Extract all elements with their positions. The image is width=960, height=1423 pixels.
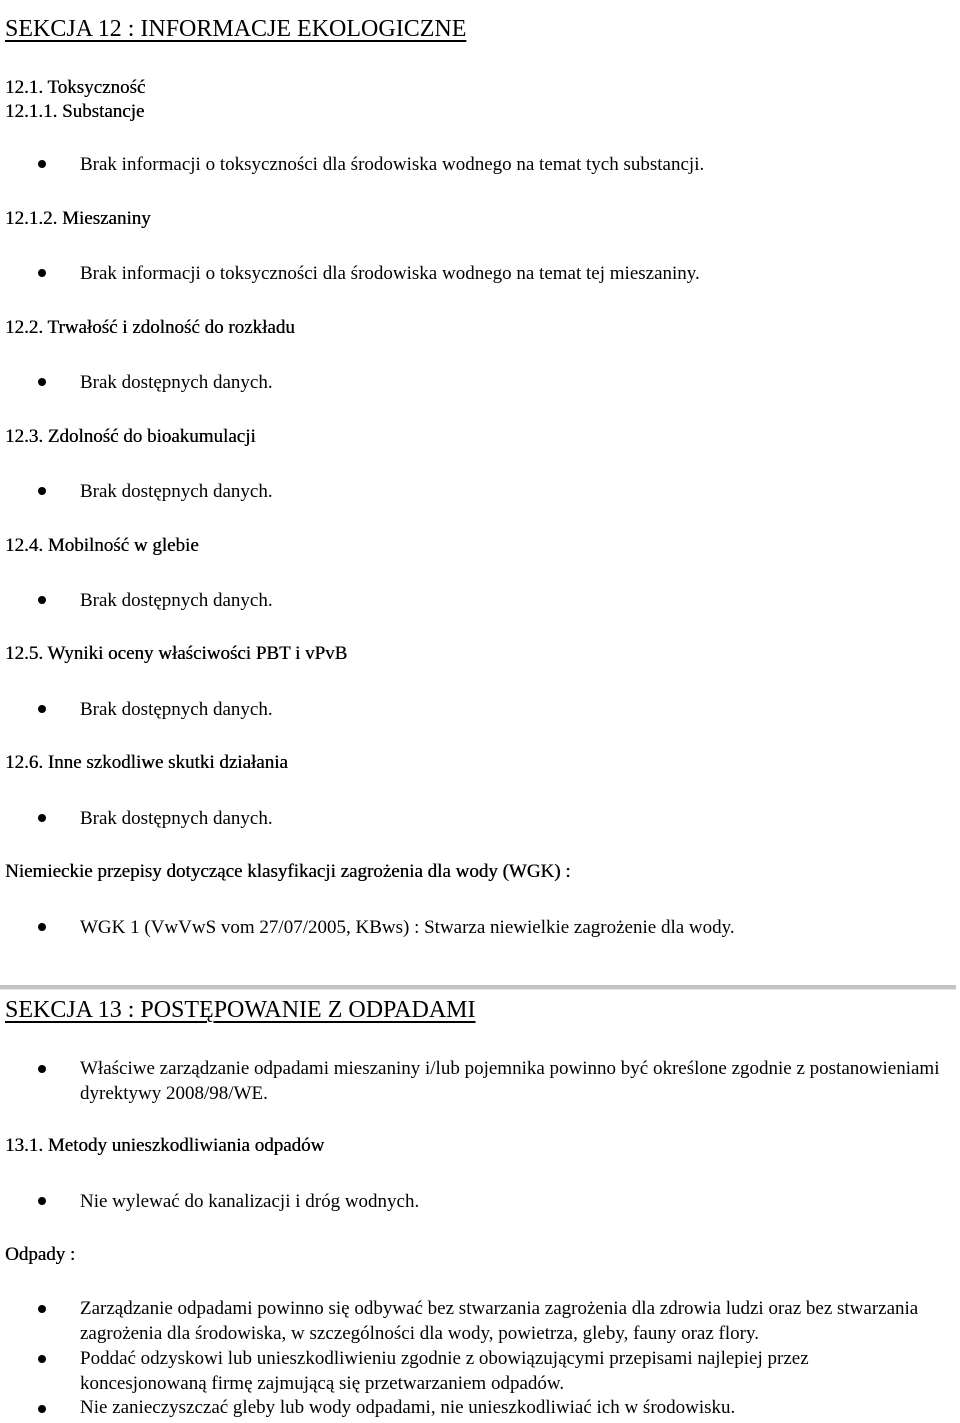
section-divider bbox=[0, 985, 956, 990]
heading-12-1-2: 12.1.2. Mieszaniny bbox=[5, 208, 151, 229]
heading-12-1-1: 12.1.1. Substancje bbox=[5, 101, 145, 122]
heading-12-5: 12.5. Wyniki oceny właściwości PBT i vPvB bbox=[5, 643, 348, 664]
heading-12-4: 12.4. Mobilność w glebie bbox=[5, 535, 199, 556]
bullet-icon bbox=[38, 1197, 46, 1205]
list-item: Brak dostępnych danych. bbox=[80, 481, 273, 502]
heading-odpady: Odpady : bbox=[5, 1244, 76, 1265]
list-item: Poddać odzyskowi lub unieszkodliwieniu zgodnie z obowiązującymi przepisami najlepiej przez koncesjonowaną firmę zajmującą się przetwarzaniem odpadów. bbox=[80, 1348, 809, 1394]
list-item: Brak dostępnych danych. bbox=[80, 590, 273, 611]
bullet-icon bbox=[38, 705, 46, 713]
section-13-title: SEKCJA 13 : POSTĘPOWANIE Z ODPADAMI bbox=[5, 997, 476, 1023]
bullet-icon bbox=[38, 269, 46, 277]
list-item: Właściwe zarządzanie odpadami mieszaniny i/lub pojemnika powinno być określone zgodnie z postanowieniami dyrektywy 2008/98/WE. bbox=[80, 1058, 940, 1104]
list-item: Zarządzanie odpadami powinno się odbywać bez stwarzania zagrożenia dla zdrowia ludzi oraz bez stwarzania zagrożenia dla środowiska, w szczególności dla wody, powietrza, gleby, fauny oraz flory. bbox=[80, 1298, 919, 1344]
list-item: Brak dostępnych danych. bbox=[80, 808, 273, 829]
bullet-icon bbox=[38, 160, 46, 168]
bullet-icon bbox=[38, 1065, 46, 1073]
bullet-icon bbox=[38, 1405, 46, 1413]
list-item: Brak dostępnych danych. bbox=[80, 372, 273, 393]
list-item: Nie wylewać do kanalizacji i dróg wodnych. bbox=[80, 1191, 420, 1212]
heading-wgk: Niemieckie przepisy dotyczące klasyfikacji zagrożenia dla wody (WGK) : bbox=[5, 861, 571, 882]
bullet-icon bbox=[38, 596, 46, 604]
heading-12-1: 12.1. Toksyczność bbox=[5, 77, 146, 98]
heading-13-1: 13.1. Metody unieszkodliwiania odpadów bbox=[5, 1135, 325, 1156]
bullet-icon bbox=[38, 378, 46, 386]
heading-12-3: 12.3. Zdolność do bioakumulacji bbox=[5, 426, 256, 447]
bullet-icon bbox=[38, 1305, 46, 1313]
bullet-icon bbox=[38, 923, 46, 931]
heading-12-2: 12.2. Trwałość i zdolność do rozkładu bbox=[5, 317, 295, 338]
bullet-icon bbox=[38, 1355, 46, 1363]
bullet-icon bbox=[38, 487, 46, 495]
list-item: Nie zanieczyszczać gleby lub wody odpadami, nie unieszkodliwiać ich w środowisku. bbox=[80, 1397, 736, 1418]
list-item: WGK 1 (VwVwS vom 27/07/2005, KBws) : Stwarza niewielkie zagrożenie dla wody. bbox=[80, 917, 735, 938]
bullet-icon bbox=[38, 814, 46, 822]
list-item: Brak dostępnych danych. bbox=[80, 699, 273, 720]
heading-12-6: 12.6. Inne szkodliwe skutki działania bbox=[5, 752, 288, 773]
section-12-title: SEKCJA 12 : INFORMACJE EKOLOGICZNE bbox=[5, 16, 467, 42]
list-item: Brak informacji o toksyczności dla środowiska wodnego na temat tych substancji. bbox=[80, 154, 705, 175]
list-item: Brak informacji o toksyczności dla środowiska wodnego na temat tej mieszaniny. bbox=[80, 263, 700, 284]
